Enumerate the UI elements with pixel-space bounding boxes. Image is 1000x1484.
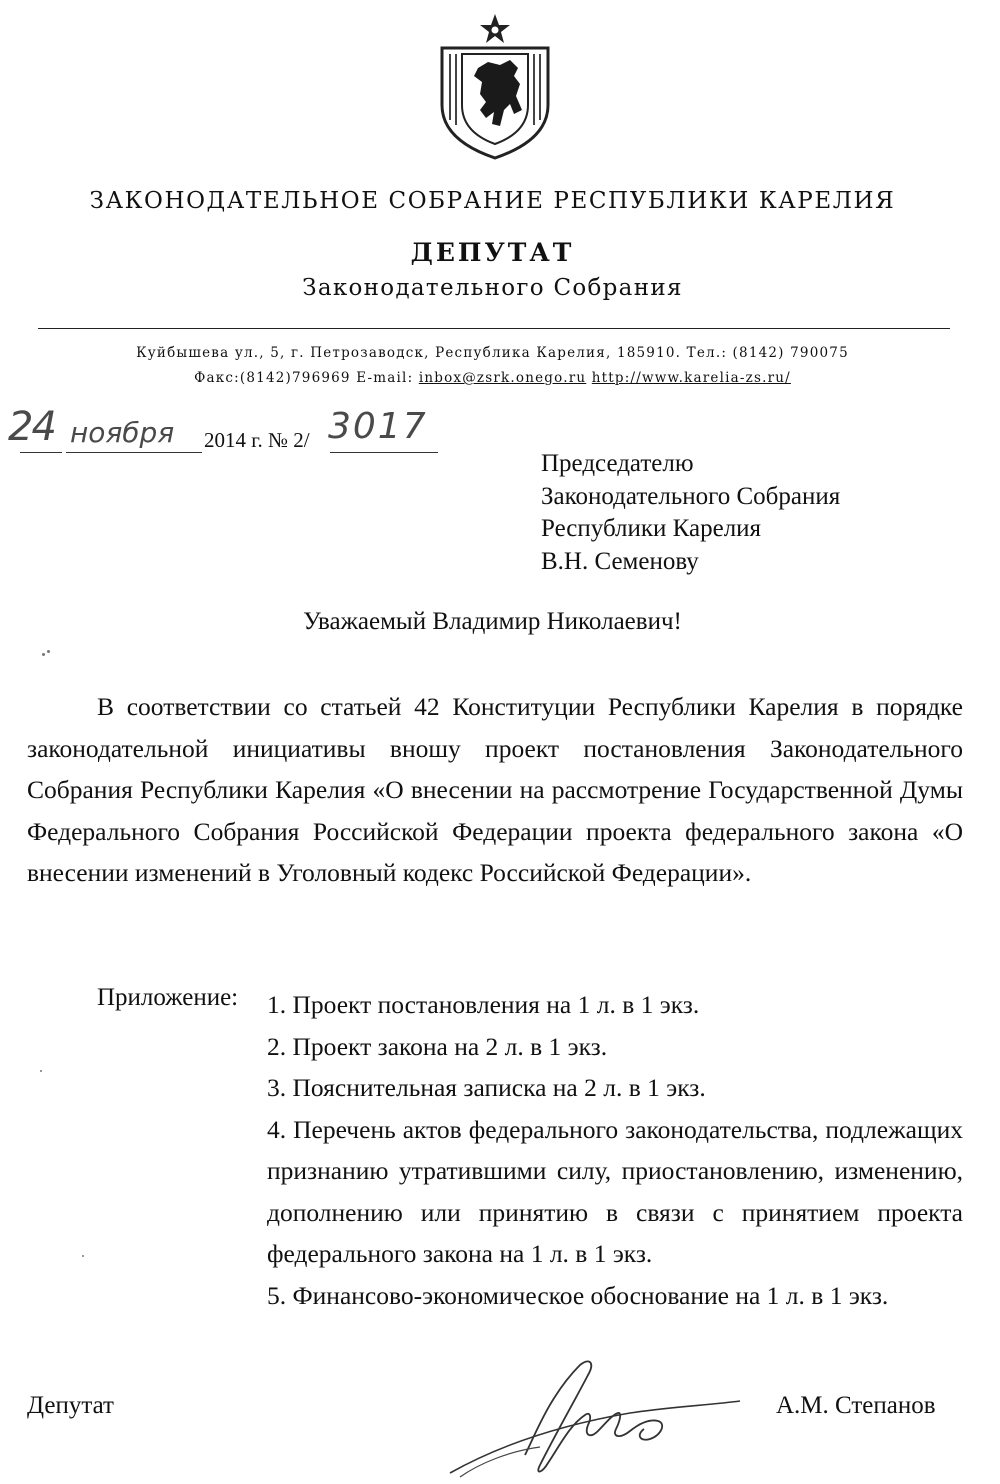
addressee-line: Республики Карелия [541, 515, 762, 542]
fax-text: Факс:(8142)796969 E-mail: [194, 370, 419, 386]
scan-speck [82, 1255, 84, 1257]
assembly-subtitle: Законодательного Собрания [302, 275, 683, 301]
registration-underline [330, 452, 438, 453]
coat-of-arms-emblem [430, 10, 560, 160]
attachments-label: Приложение: [97, 984, 239, 1011]
handwritten-registration-number: 3017 [328, 406, 428, 447]
greeting: Уважаемый Владимир Николаевич! [303, 608, 682, 635]
handwritten-month: ноября [70, 416, 175, 449]
letter-body: В соответствии со статьей 42 Конституции Республики Карелия в порядке законодательной инициативы вношу проект постановления Законодательного Собрания Республики Карелия «О внесении на рассмотрение Государственной Думы Федерального Собрания Российской Федерации проекта федерального закона «О внесении изменений в Уголовный кодекс Российской Федерации». [27, 692, 963, 887]
date-month-underline [66, 452, 202, 453]
scan-speck [47, 650, 50, 653]
address-line: Куйбышева ул., 5, г. Петрозаводск, Республика Карелия, 185910. Тел.: (8142) 790075 [136, 345, 849, 361]
attachment-item: 1. Проект постановления на 1 л. в 1 экз. [267, 990, 700, 1019]
addressee-line: В.Н. Семенову [541, 547, 699, 575]
signer-name: А.М. Степанов [776, 1392, 936, 1419]
deputy-title: ДЕПУТАТ [410, 238, 575, 267]
addressee-block [541, 448, 840, 578]
organization-name: ЗАКОНОДАТЕЛЬНОЕ СОБРАНИЕ РЕСПУБЛИКИ КАРЕЛИЯ [89, 188, 896, 214]
signer-role: Депутат [27, 1392, 114, 1419]
handwritten-day: 24 [8, 404, 55, 450]
addressee-line: Законодательного Собрания [541, 482, 841, 510]
registration-text: 2014 г. № 2/ [204, 428, 310, 452]
website-link[interactable]: http://www.karelia-zs.ru/ [591, 370, 791, 386]
attachment-item: 4. Перечень актов федерального законодательства, подлежащих признанию утратившими силу, приостановлению, изменению, дополнению или принятию в связи с принятием проекта федерального закона на 1 л. в 1 экз. [267, 1114, 963, 1268]
attachment-item: 5. Финансово-экономическое обоснование на 1 л. в 1 экз. [267, 1280, 889, 1310]
handwritten-signature [440, 1355, 760, 1480]
contact-line [0, 370, 985, 386]
attachment-item: 3. Пояснительная записка на 2 л. в 1 экз. [267, 1073, 706, 1102]
scan-speck [42, 653, 45, 656]
addressee-line: Председателю [541, 450, 694, 477]
attachments-list [267, 984, 963, 1316]
attachment-item: 2. Проект закона на 2 л. в 1 экз. [267, 1031, 608, 1061]
header-divider [38, 328, 950, 329]
star-icon [480, 14, 510, 43]
email-link[interactable]: inbox@zsrk.onego.ru [418, 370, 587, 386]
date-day-underline [20, 452, 62, 453]
scan-speck [40, 1070, 42, 1072]
